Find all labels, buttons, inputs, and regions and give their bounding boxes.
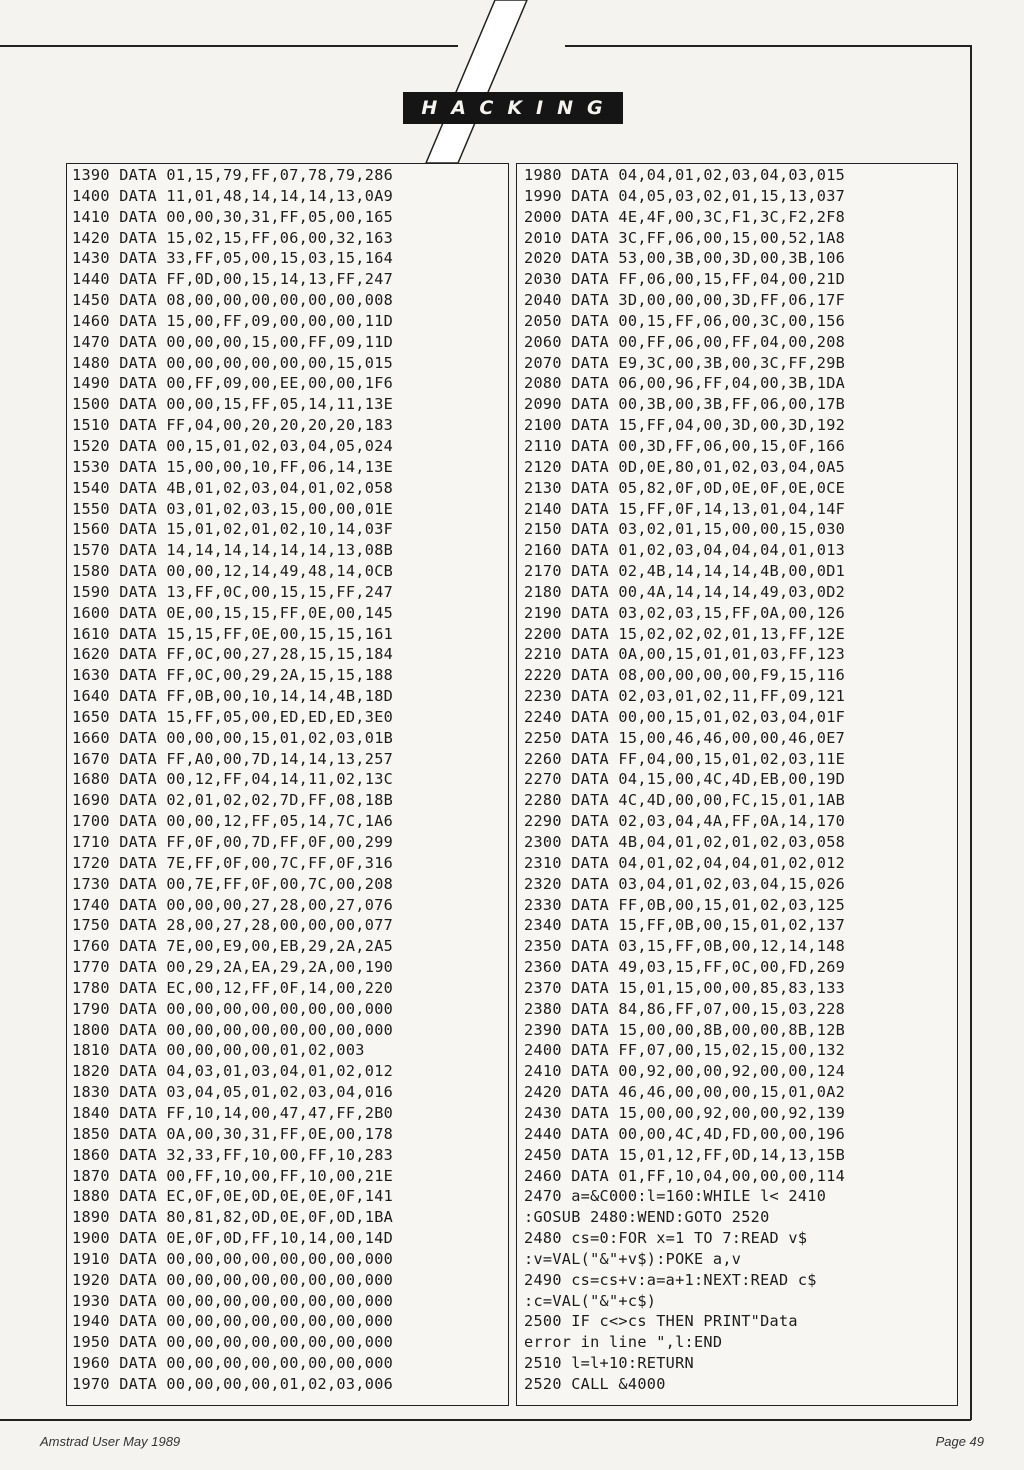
code-line: 1610 DATA 15,15,FF,0E,00,15,15,161 (72, 624, 394, 643)
code-line: 2250 DATA 15,00,46,46,00,00,46,0E7 (524, 728, 846, 747)
code-line: 1510 DATA FF,04,00,20,20,20,20,183 (72, 416, 394, 435)
code-line: 2120 DATA 0D,0E,80,01,02,03,04,0A5 (524, 457, 846, 476)
code-line: 1980 DATA 04,04,01,02,03,04,03,015 (524, 166, 846, 184)
code-line: 2240 DATA 00,00,15,01,02,03,04,01F (524, 707, 846, 726)
code-line: 1660 DATA 00,00,00,15,01,02,03,01B (72, 728, 394, 747)
footer-publication: Amstrad User May 1989 (40, 1434, 181, 1449)
code-line: 2370 DATA 15,01,15,00,00,85,83,133 (524, 978, 846, 997)
code-line: 1490 DATA 00,FF,09,00,EE,00,00,1F6 (72, 374, 394, 393)
code-line: 1560 DATA 15,01,02,01,02,10,14,03F (72, 520, 394, 539)
listing-left-column (66, 163, 509, 1406)
code-line: 2160 DATA 01,02,03,04,04,04,01,013 (524, 541, 846, 560)
code-line: 2010 DATA 3C,FF,06,00,15,00,52,1A8 (524, 228, 846, 247)
code-line: 2440 DATA 00,00,4C,4D,FD,00,00,196 (524, 1124, 846, 1143)
code-line: 2090 DATA 00,3B,00,3B,FF,06,00,17B (524, 395, 846, 414)
code-line: 1600 DATA 0E,00,15,15,FF,0E,00,145 (72, 603, 394, 622)
code-line: :GOSUB 2480:WEND:GOTO 2520 (524, 1208, 770, 1227)
code-line: 1580 DATA 00,00,12,14,49,48,14,0CB (72, 562, 394, 581)
code-line: 1940 DATA 00,00,00,00,00,00,00,000 (72, 1312, 394, 1331)
code-line: 1430 DATA 33,FF,05,00,15,03,15,164 (72, 249, 394, 268)
code-line: 1930 DATA 00,00,00,00,00,00,00,000 (72, 1291, 394, 1310)
frame-bottom (0, 1419, 971, 1421)
code-line: 1870 DATA 00,FF,10,00,FF,10,00,21E (72, 1166, 394, 1185)
code-line: 1990 DATA 04,05,03,02,01,15,13,037 (524, 186, 846, 205)
code-line: 2200 DATA 15,02,02,02,01,13,FF,12E (524, 624, 846, 643)
section-banner: HACKING (403, 92, 623, 124)
code-line: 2290 DATA 02,03,04,4A,FF,0A,14,170 (524, 812, 846, 831)
code-line: 1950 DATA 00,00,00,00,00,00,00,000 (72, 1333, 394, 1352)
code-line: 2360 DATA 49,03,15,FF,0C,00,FD,269 (524, 958, 846, 977)
code-line: 1530 DATA 15,00,00,10,FF,06,14,13E (72, 457, 394, 476)
code-line: 2420 DATA 46,46,00,00,00,15,01,0A2 (524, 1083, 846, 1102)
code-line: 1630 DATA FF,0C,00,29,2A,15,15,188 (72, 666, 394, 685)
code-line: 1400 DATA 11,01,48,14,14,14,13,0A9 (72, 186, 394, 205)
code-line: 2060 DATA 00,FF,06,00,FF,04,00,208 (524, 332, 846, 351)
code-line: 1740 DATA 00,00,00,27,28,00,27,076 (72, 895, 394, 914)
code-line: 1810 DATA 00,00,00,00,01,02,003 (72, 1041, 365, 1060)
code-line: 1640 DATA FF,0B,00,10,14,14,4B,18D (72, 687, 394, 706)
code-line: 2190 DATA 03,02,03,15,FF,0A,00,126 (524, 603, 846, 622)
code-line: 2130 DATA 05,82,0F,0D,0E,0F,0E,0CE (524, 478, 846, 497)
code-line: 1850 DATA 0A,00,30,31,FF,0E,00,178 (72, 1124, 394, 1143)
code-line: 2020 DATA 53,00,3B,00,3D,00,3B,106 (524, 249, 846, 268)
code-line: 2000 DATA 4E,4F,00,3C,F1,3C,F2,2F8 (524, 207, 846, 226)
code-line: 2480 cs=0:FOR x=1 TO 7:READ v$ (524, 1229, 808, 1248)
code-line: 1840 DATA FF,10,14,00,47,47,FF,2B0 (72, 1103, 394, 1122)
code-line: 1670 DATA FF,A0,00,7D,14,14,13,257 (72, 749, 394, 768)
code-line: 2400 DATA FF,07,00,15,02,15,00,132 (524, 1041, 846, 1060)
code-line: 1750 DATA 28,00,27,28,00,00,00,077 (72, 916, 394, 935)
code-line: 1450 DATA 08,00,00,00,00,00,00,008 (72, 291, 394, 310)
code-line: 1900 DATA 0E,0F,0D,FF,10,14,00,14D (72, 1229, 394, 1248)
code-line: 2320 DATA 03,04,01,02,03,04,15,026 (524, 874, 846, 893)
code-line: 2430 DATA 15,00,00,92,00,00,92,139 (524, 1103, 846, 1122)
code-line: 1910 DATA 00,00,00,00,00,00,00,000 (72, 1249, 394, 1268)
code-line: 1520 DATA 00,15,01,02,03,04,05,024 (72, 436, 394, 455)
code-line: 1440 DATA FF,0D,00,15,14,13,FF,247 (72, 270, 394, 289)
code-line: 2390 DATA 15,00,00,8B,00,00,8B,12B (524, 1020, 846, 1039)
code-line: 2280 DATA 4C,4D,00,00,FC,15,01,1AB (524, 791, 846, 810)
code-line: :v=VAL("&"+v$):POKE a,v (524, 1249, 742, 1268)
code-line: 1830 DATA 03,04,05,01,02,03,04,016 (72, 1083, 394, 1102)
code-line: 1800 DATA 00,00,00,00,00,00,00,000 (72, 1020, 394, 1039)
code-line: 2110 DATA 00,3D,FF,06,00,15,0F,166 (524, 436, 846, 455)
code-line: 2500 IF c<>cs THEN PRINT"Data (524, 1312, 798, 1331)
code-line: 1480 DATA 00,00,00,00,00,00,15,015 (72, 353, 394, 372)
code-line: 1570 DATA 14,14,14,14,14,14,13,08B (72, 541, 394, 560)
code-line: 2410 DATA 00,92,00,00,92,00,00,124 (524, 1062, 846, 1081)
code-line: 1890 DATA 80,81,82,0D,0E,0F,0D,1BA (72, 1208, 394, 1227)
code-line: 2080 DATA 06,00,96,FF,04,00,3B,1DA (524, 374, 846, 393)
code-line: 2050 DATA 00,15,FF,06,00,3C,00,156 (524, 311, 846, 330)
code-line: 1680 DATA 00,12,FF,04,14,11,02,13C (72, 770, 394, 789)
code-line: 1860 DATA 32,33,FF,10,00,FF,10,283 (72, 1145, 394, 1164)
code-line: :c=VAL("&"+c$) (524, 1291, 657, 1310)
code-line: 2340 DATA 15,FF,0B,00,15,01,02,137 (524, 916, 846, 935)
code-line: 1410 DATA 00,00,30,31,FF,05,00,165 (72, 207, 394, 226)
code-line: 1540 DATA 4B,01,02,03,04,01,02,058 (72, 478, 394, 497)
code-line: 2210 DATA 0A,00,15,01,01,03,FF,123 (524, 645, 846, 664)
code-line: 1710 DATA FF,0F,00,7D,FF,0F,00,299 (72, 833, 394, 851)
code-line: 2220 DATA 08,00,00,00,00,F9,15,116 (524, 666, 846, 685)
code-line: 2040 DATA 3D,00,00,00,3D,FF,06,17F (524, 291, 846, 310)
code-line: 1880 DATA EC,0F,0E,0D,0E,0E,0F,141 (72, 1187, 394, 1206)
code-line: 2100 DATA 15,FF,04,00,3D,00,3D,192 (524, 416, 846, 435)
code-line: 2490 cs=cs+v:a=a+1:NEXT:READ c$ (524, 1270, 817, 1289)
code-line: 1920 DATA 00,00,00,00,00,00,00,000 (72, 1270, 394, 1289)
code-line: 2170 DATA 02,4B,14,14,14,4B,00,0D1 (524, 562, 846, 581)
code-line: 2380 DATA 84,86,FF,07,00,15,03,228 (524, 999, 846, 1018)
code-line: 2180 DATA 00,4A,14,14,14,49,03,0D2 (524, 582, 846, 601)
code-line: 1620 DATA FF,0C,00,27,28,15,15,184 (72, 645, 394, 664)
code-line: 1460 DATA 15,00,FF,09,00,00,00,11D (72, 311, 394, 330)
code-line: 1550 DATA 03,01,02,03,15,00,00,01E (72, 499, 394, 518)
code-line: 2310 DATA 04,01,02,04,04,01,02,012 (524, 853, 846, 872)
code-line: error in line ",l:END (524, 1333, 723, 1352)
code-line: 1470 DATA 00,00,00,15,00,FF,09,11D (72, 332, 394, 351)
code-line: 1720 DATA 7E,FF,0F,00,7C,FF,0F,316 (72, 853, 394, 872)
code-line: 1420 DATA 15,02,15,FF,06,00,32,163 (72, 228, 394, 247)
code-line: 1500 DATA 00,00,15,FF,05,14,11,13E (72, 395, 394, 414)
code-line: 2140 DATA 15,FF,0F,14,13,01,04,14F (524, 499, 846, 518)
code-line: 1730 DATA 00,7E,FF,0F,00,7C,00,208 (72, 874, 394, 893)
code-line: 2460 DATA 01,FF,10,04,00,00,00,114 (524, 1166, 846, 1185)
code-line: 1970 DATA 00,00,00,00,01,02,03,006 (72, 1374, 394, 1393)
code-line: 2030 DATA FF,06,00,15,FF,04,00,21D (524, 270, 846, 289)
frame-right (970, 45, 972, 1420)
code-line: 1760 DATA 7E,00,E9,00,EB,29,2A,2A5 (72, 937, 394, 956)
code-line: 1590 DATA 13,FF,0C,00,15,15,FF,247 (72, 582, 394, 601)
code-line: 1790 DATA 00,00,00,00,00,00,00,000 (72, 999, 394, 1018)
code-line: 1650 DATA 15,FF,05,00,ED,ED,ED,3E0 (72, 707, 394, 726)
listing-right-column (516, 163, 958, 1406)
code-line: 2450 DATA 15,01,12,FF,0D,14,13,15B (524, 1145, 846, 1164)
code-line: 2300 DATA 4B,04,01,02,01,02,03,058 (524, 833, 846, 851)
code-line: 2150 DATA 03,02,01,15,00,00,15,030 (524, 520, 846, 539)
code-line: 2470 a=&C000:l=160:WHILE l< 2410 (524, 1187, 827, 1206)
code-line: 2520 CALL &4000 (524, 1374, 666, 1393)
footer-page-number: Page 49 (935, 1434, 984, 1449)
header-slash-graphic (0, 0, 1024, 170)
code-line: 2070 DATA E9,3C,00,3B,00,3C,FF,29B (524, 353, 846, 372)
code-line: 1390 DATA 01,15,79,FF,07,78,79,286 (72, 166, 394, 184)
code-line: 2350 DATA 03,15,FF,0B,00,12,14,148 (524, 937, 846, 956)
code-line: 1700 DATA 00,00,12,FF,05,14,7C,1A6 (72, 812, 394, 831)
code-line: 2270 DATA 04,15,00,4C,4D,EB,00,19D (524, 770, 846, 789)
code-line: 2230 DATA 02,03,01,02,11,FF,09,121 (524, 687, 846, 706)
code-line: 1780 DATA EC,00,12,FF,0F,14,00,220 (72, 978, 394, 997)
code-line: 1770 DATA 00,29,2A,EA,29,2A,00,190 (72, 958, 394, 977)
code-line: 2330 DATA FF,0B,00,15,01,02,03,125 (524, 895, 846, 914)
code-line: 1960 DATA 00,00,00,00,00,00,00,000 (72, 1354, 394, 1373)
code-line: 1690 DATA 02,01,02,02,7D,FF,08,18B (72, 791, 394, 810)
code-line: 2260 DATA FF,04,00,15,01,02,03,11E (524, 749, 846, 768)
code-line: 2510 l=l+10:RETURN (524, 1354, 694, 1373)
code-line: 1820 DATA 04,03,01,03,04,01,02,012 (72, 1062, 394, 1081)
